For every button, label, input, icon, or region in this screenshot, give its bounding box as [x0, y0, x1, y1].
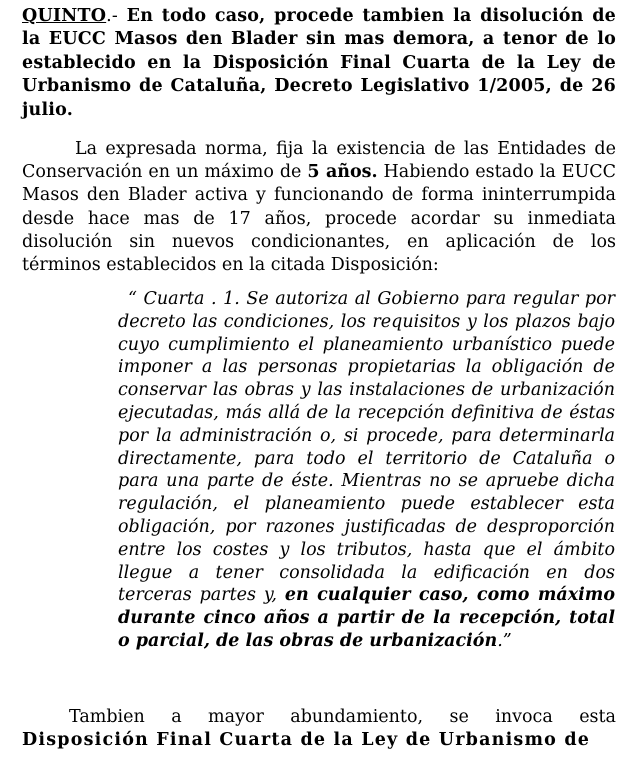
quote-text-regular: “ Cuarta . 1. Se autoriza al Gobierno para regular por decreto las condiciones, los requisitos y los plazos bajo cuyo cumplimiento el planeamiento urbanístico puede imponer a las personas propietarias la obligación de conservar las obras y las instalaciones de urbanización ejecutadas, más allá de la recepción definitiva de éstas por la administración o, si procede, para determinarla directamente, para todo el territorio de Cataluña o para una parte de éste. Mientras no se apruebe dicha regulación, el planeamiento puede establecer esta obligación, por razones justificadas de desproporción entre los costes y los tributos, hasta que el ámbito llegue a tener consolidada la edificación en dos terceras partes y, [118, 289, 615, 606]
paragraph-quinto [22, 5, 616, 122]
paragraph-quinto-text: En todo caso, procede tambien la disolución de la EUCC Masos den Blader sin mas demora, a tenor de lo establecido en la Disposición Final Cuarta de la Ley de Urbanismo de Cataluña, Decreto Legislativo 1/2005, de 26 julio. [22, 6, 616, 120]
section-heading-suffix: .- [106, 6, 119, 26]
paragraph-tambien [22, 706, 616, 753]
quote-text-end: .” [497, 630, 512, 651]
paragraph-tambien-text: Tambien a mayor abundamiento, se invoca esta [69, 707, 616, 727]
paragraph-norma-text-before: La expresada norma, fija la existencia de las Entidades de Conservación en un máximo de [22, 139, 616, 183]
section-heading-quinto: QUINTO [22, 6, 107, 26]
paragraph-norma [22, 138, 616, 277]
quote-text-bold: en cualquier caso, como máximo durante cinco años a partir de la recepción, total o parcial, de las obras de urbanización [118, 585, 615, 651]
paragraph-norma-text-after: Habiendo estado la EUCC Masos den Blader activa y funcionando de forma ininterrumpida desde hace mas de 17 años, procede acordar su inmediata disolución sin nuevos condicionantes, en aplicación de los términos establecidos en la citada Disposición: [22, 162, 616, 276]
paragraph-tambien-bold-text: Disposición Final Cuarta de la Ley de Urbanismo de [22, 730, 591, 751]
legal-quote-block [118, 288, 615, 653]
bold-term-5-anos: 5 años. [307, 162, 378, 183]
